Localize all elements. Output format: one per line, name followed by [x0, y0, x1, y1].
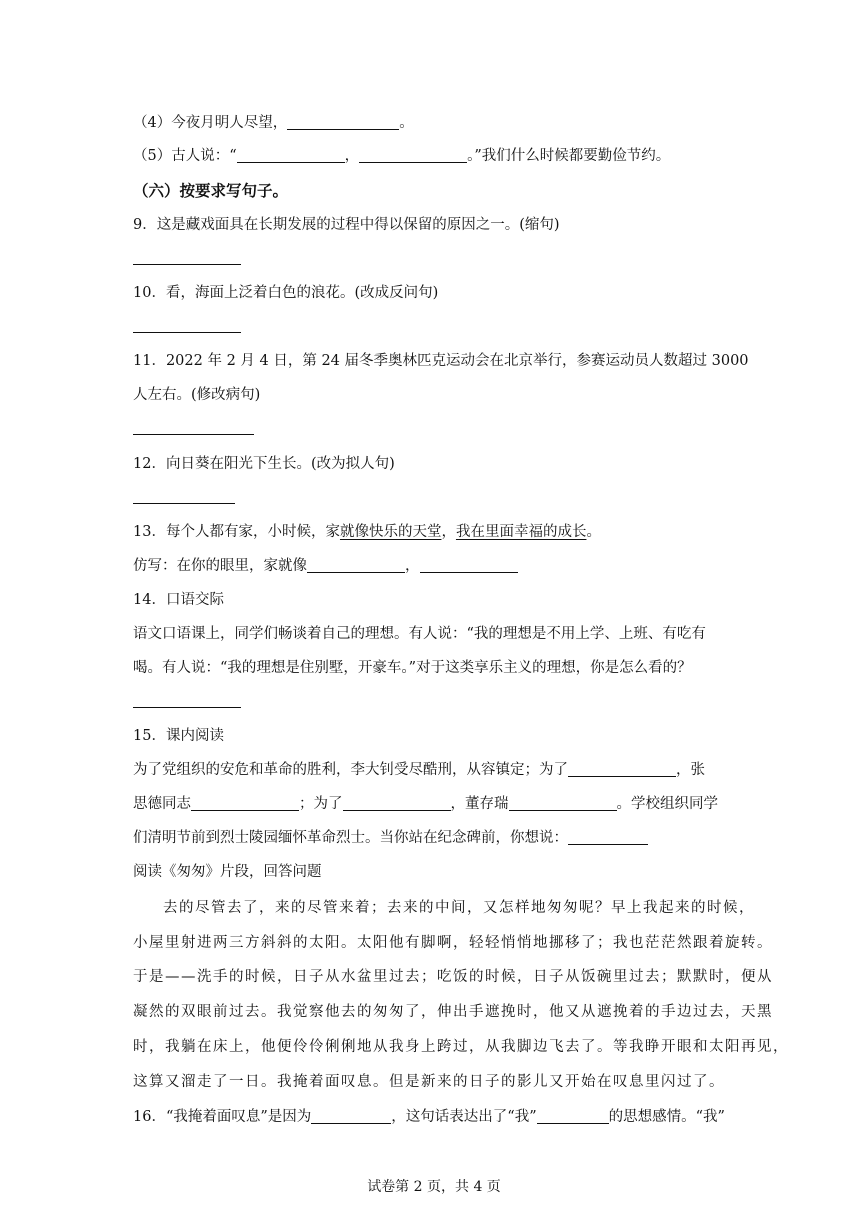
answer-blank[interactable]: [568, 832, 648, 845]
q13-underlined-1: 就像快乐的天堂: [339, 524, 442, 540]
question-10: 10．看，海面上泛着白色的浪花。(改成反问句): [133, 285, 439, 301]
question-14-line2: 喝。有人说：“我的理想是住别墅，开豪车。”对于这类享乐主义的理想，你是怎么看的？: [133, 660, 692, 676]
q16-text-end: 的思想感情。“我”: [608, 1109, 725, 1125]
answer-blank[interactable]: [307, 560, 405, 573]
answer-blank[interactable]: [509, 798, 617, 811]
question-13: [133, 525, 601, 540]
reading-intro: 阅读《匆匆》片段，回答问题: [133, 864, 322, 880]
answer-line[interactable]: [133, 434, 254, 435]
q13-comma: ，: [441, 524, 456, 540]
passage-line: 这算又溜走了一日。我掩着面叹息。但是新来的日子的影儿又开始在叹息里闪过了。: [133, 1074, 725, 1090]
q13-text: 13．每个人都有家，小时候，家: [133, 524, 340, 540]
question-15-title: 15．课内阅读: [133, 728, 224, 744]
question-15-line2: [133, 797, 718, 812]
section-6-heading: （六）按要求写句子。: [133, 181, 289, 200]
question-11-line1: 11．2022 年 2 月 4 日，第 24 届冬季奥林匹克运动会在北京举行，参赛运动员人数超过 3000: [133, 353, 749, 369]
answer-blank[interactable]: [420, 560, 518, 573]
question-14-title: 14．口语交际: [133, 592, 224, 608]
passage-line: 时，我躺在床上，他便伶伶俐俐地从我身上跨过，从我脚边飞去了。等我睁开眼和太阳再见，: [133, 1039, 789, 1055]
question-4: [133, 116, 414, 131]
q16-text: ，这句话表达出了“我”: [391, 1109, 537, 1125]
question-11-line2: 人左右。(修改病句): [133, 387, 261, 403]
answer-blank[interactable]: [343, 798, 451, 811]
q4-text: （4）今夜月明人尽望，: [133, 115, 288, 131]
answer-line[interactable]: [133, 332, 241, 333]
q15-text-end: 。学校组织同学: [616, 796, 718, 812]
answer-blank[interactable]: [287, 117, 399, 130]
page-footer: 试卷第 2 页，共 4 页: [367, 1179, 501, 1195]
question-15-line1: [133, 763, 705, 778]
answer-blank[interactable]: [537, 1111, 609, 1124]
q16-text: 16．“我掩着面叹息”是因为: [133, 1109, 312, 1125]
passage-line: 小屋里射进两三方斜斜的太阳。太阳他有脚啊，轻轻悄悄地挪移了；我也茫茫然跟着旋转。: [133, 935, 773, 951]
answer-blank[interactable]: [311, 1111, 391, 1124]
answer-blank[interactable]: [359, 150, 467, 163]
question-9: 9．这是藏戏面具在长期发展的过程中得以保留的原因之一。(缩句): [133, 217, 560, 233]
answer-blank[interactable]: [568, 764, 676, 777]
question-16: [133, 1110, 725, 1125]
question-13-imitate: [133, 559, 518, 574]
q15-text: ，董存瑞: [450, 796, 509, 812]
question-15-line3: [133, 831, 648, 846]
answer-line[interactable]: [133, 707, 241, 708]
question-12: 12．向日葵在阳光下生长。(改为拟人句): [133, 456, 395, 472]
q4-end: 。: [399, 115, 414, 131]
answer-blank[interactable]: [191, 798, 299, 811]
passage-line: 于是——洗手的时候，日子从水盆里过去；吃饭的时候，日子从饭碗里过去；默默时，便从: [133, 969, 773, 985]
answer-line[interactable]: [133, 503, 235, 504]
q15-text-end: ，张: [676, 762, 705, 778]
q13-end: 。: [586, 524, 601, 540]
answer-blank[interactable]: [237, 150, 345, 163]
q15-text: 为了党组织的安危和革命的胜利，李大钊受尽酷刑，从容镇定；为了: [133, 762, 568, 778]
q15-text: 们清明节前到烈士陵园缅怀革命烈士。当你站在纪念碑前，你想说：: [133, 830, 568, 846]
q5-text: （5）古人说：“: [133, 148, 237, 164]
q13-underlined-2: 我在里面幸福的成长: [455, 524, 587, 540]
q13-imitate-comma: ，: [405, 558, 420, 574]
q15-text: ；为了: [299, 796, 343, 812]
q13-imitate-text: 仿写：在你的眼里，家就像: [133, 558, 307, 574]
question-5: [133, 149, 670, 164]
question-14-line1: 语文口语课上，同学们畅谈着自己的理想。有人说：“我的理想是不用上学、上班、有吃有: [133, 626, 706, 642]
q5-end: 。”我们什么时候都要勤俭节约。: [467, 148, 671, 164]
answer-line[interactable]: [133, 264, 241, 265]
passage-line: 去的尽管去了，来的尽管来着；去来的中间，又怎样地匆匆呢？早上我起来的时候，: [163, 900, 755, 916]
passage-line: 凝然的双眼前过去。我觉察他去的匆匆了，伸出手遮挽时，他又从遮挽着的手边过去，天黑: [133, 1004, 773, 1020]
q15-text: 思德同志: [133, 796, 191, 812]
q5-comma: ，: [344, 148, 360, 164]
